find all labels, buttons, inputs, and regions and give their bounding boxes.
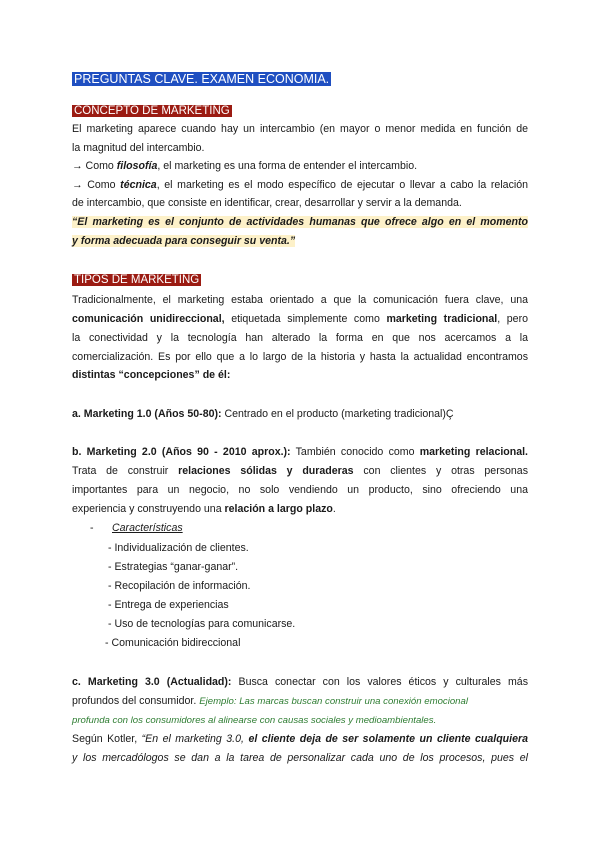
paragraph-line: El marketing aparece cuando hay un intercambio (en mayor o menor medida en función de (72, 123, 528, 135)
kotler-line (72, 732, 528, 746)
marketing-1-label: a. Marketing 1.0 (Años 50-80): (72, 408, 222, 420)
bold-italic-run: el cliente deja de ser solamente un cliente cualquiera (248, 733, 528, 745)
document-title: PREGUNTAS CLAVE. EXAMEN ECONOMIA. (74, 72, 330, 86)
paragraph-line: Tradicionalmente, el marketing estaba orientado a que la comunicación fuera clave, una (72, 294, 528, 306)
text-run: , el marketing es el modo específico de ejecutar o llevar a cabo la relación (156, 179, 528, 191)
text-run: Centrado en el producto (marketing tradicional)Ç (221, 408, 454, 420)
paragraph-line (72, 751, 528, 765)
paragraph-line (72, 713, 528, 728)
paragraph-line (72, 178, 528, 192)
list-item: - Estrategias “ganar-ganar”. (108, 561, 239, 573)
list-item: - Uso de tecnologías para comunicarse. (108, 618, 296, 630)
marketing-2-label: b. Marketing 2.0 (Años 90 - 2010 aprox.): (72, 446, 291, 458)
paragraph-line (72, 368, 528, 382)
italic-run: “En el marketing 3.0, (141, 733, 249, 745)
definition-quote: “El marketing es el conjunto de actividades humanas que ofrece algo en el momento (72, 216, 528, 228)
paragraph-line: de intercambio, que consiste en identificar, crear, desarrollar y servir a la demanda. (72, 197, 462, 209)
paragraph-line: la magnitud del intercambio. (72, 142, 205, 154)
arrow-glyph: → (72, 160, 83, 172)
document-title-line (72, 72, 528, 87)
quote-line (72, 234, 528, 248)
text-run: Según Kotler, (72, 733, 142, 745)
paragraph-line: importantes para un negocio, no solo vendiendo un producto, sino ofreciendo una (72, 484, 528, 496)
italic-run: y los mercadólogos se dan a la tarea de personalizar cada uno de los procesos, pues el (72, 752, 528, 764)
list-item: - Comunicación bidireccional (105, 637, 241, 649)
example-text: Ejemplo: Las marcas buscan construir una conexión emocional (199, 696, 468, 707)
section-heading-concepto: CONCEPTO DE MARKETING (74, 105, 230, 117)
list-item: - Recopilación de información. (108, 580, 251, 592)
bold-run: distintas “concepciones” de él: (72, 369, 231, 381)
emphasis-filosofia: filosofía (116, 160, 158, 172)
list-dash: - (90, 522, 94, 534)
marketing-3-label: c. Marketing 3.0 (Actualidad): (72, 676, 232, 688)
paragraph-line: comercialización. Es por ello que a lo largo de la historia y hasta la actualidad encontramos (72, 351, 528, 363)
emphasis-tecnica: técnica (120, 179, 157, 191)
text-run: . (332, 503, 336, 515)
bold-run: relaciones sólidas y duraderas (178, 465, 354, 477)
section-heading-line (72, 273, 528, 287)
text-run: También conocido como (290, 446, 420, 458)
arrow-glyph: → (72, 179, 83, 191)
marketing-1-line (72, 407, 528, 421)
text-run: experiencia y construyendo una (72, 503, 225, 515)
bold-run: marketing relacional. (419, 446, 528, 458)
text-run: Como (87, 179, 121, 191)
bold-run: marketing tradicional (386, 313, 498, 325)
definition-quote: y forma adecuada para conseguir su venta.” (72, 235, 296, 247)
text-run: profundos del consumidor. (72, 695, 200, 707)
text-run: Busca conectar con los valores éticos y culturales más (231, 676, 528, 688)
paragraph-line (72, 312, 528, 326)
bold-run: comunicación unidireccional, (72, 313, 225, 325)
marketing-3-line (72, 675, 528, 689)
paragraph-line: la conectividad y la tecnología han alterado la forma en que nos acercamos a la (72, 332, 528, 344)
quote-line (72, 215, 528, 229)
text-run: Como (85, 160, 117, 172)
text-run: con clientes y otras personas (353, 465, 528, 477)
text-run: etiquetada simplemente como (224, 313, 387, 325)
text-run: , el marketing es una forma de entender el intercambio. (157, 160, 418, 172)
text-run: Trata de construir (72, 465, 179, 477)
list-item: - Individualización de clientes. (108, 542, 249, 554)
caracteristicas-label: Características (112, 522, 183, 534)
section-heading-tipos: TIPOS DE MARKETING (74, 274, 200, 286)
paragraph-line (72, 159, 528, 173)
paragraph-line (72, 694, 528, 709)
text-run: , pero (497, 313, 528, 325)
bold-run: relación a largo plazo (224, 503, 333, 515)
paragraph-line (72, 502, 528, 516)
marketing-2-line (72, 445, 528, 459)
list-item: - Entrega de experiencias (108, 599, 229, 611)
example-text: profunda con los consumidores al alinearse con causas sociales y medioambientales. (72, 715, 437, 726)
paragraph-line (72, 464, 528, 478)
section-heading-line (72, 104, 528, 118)
